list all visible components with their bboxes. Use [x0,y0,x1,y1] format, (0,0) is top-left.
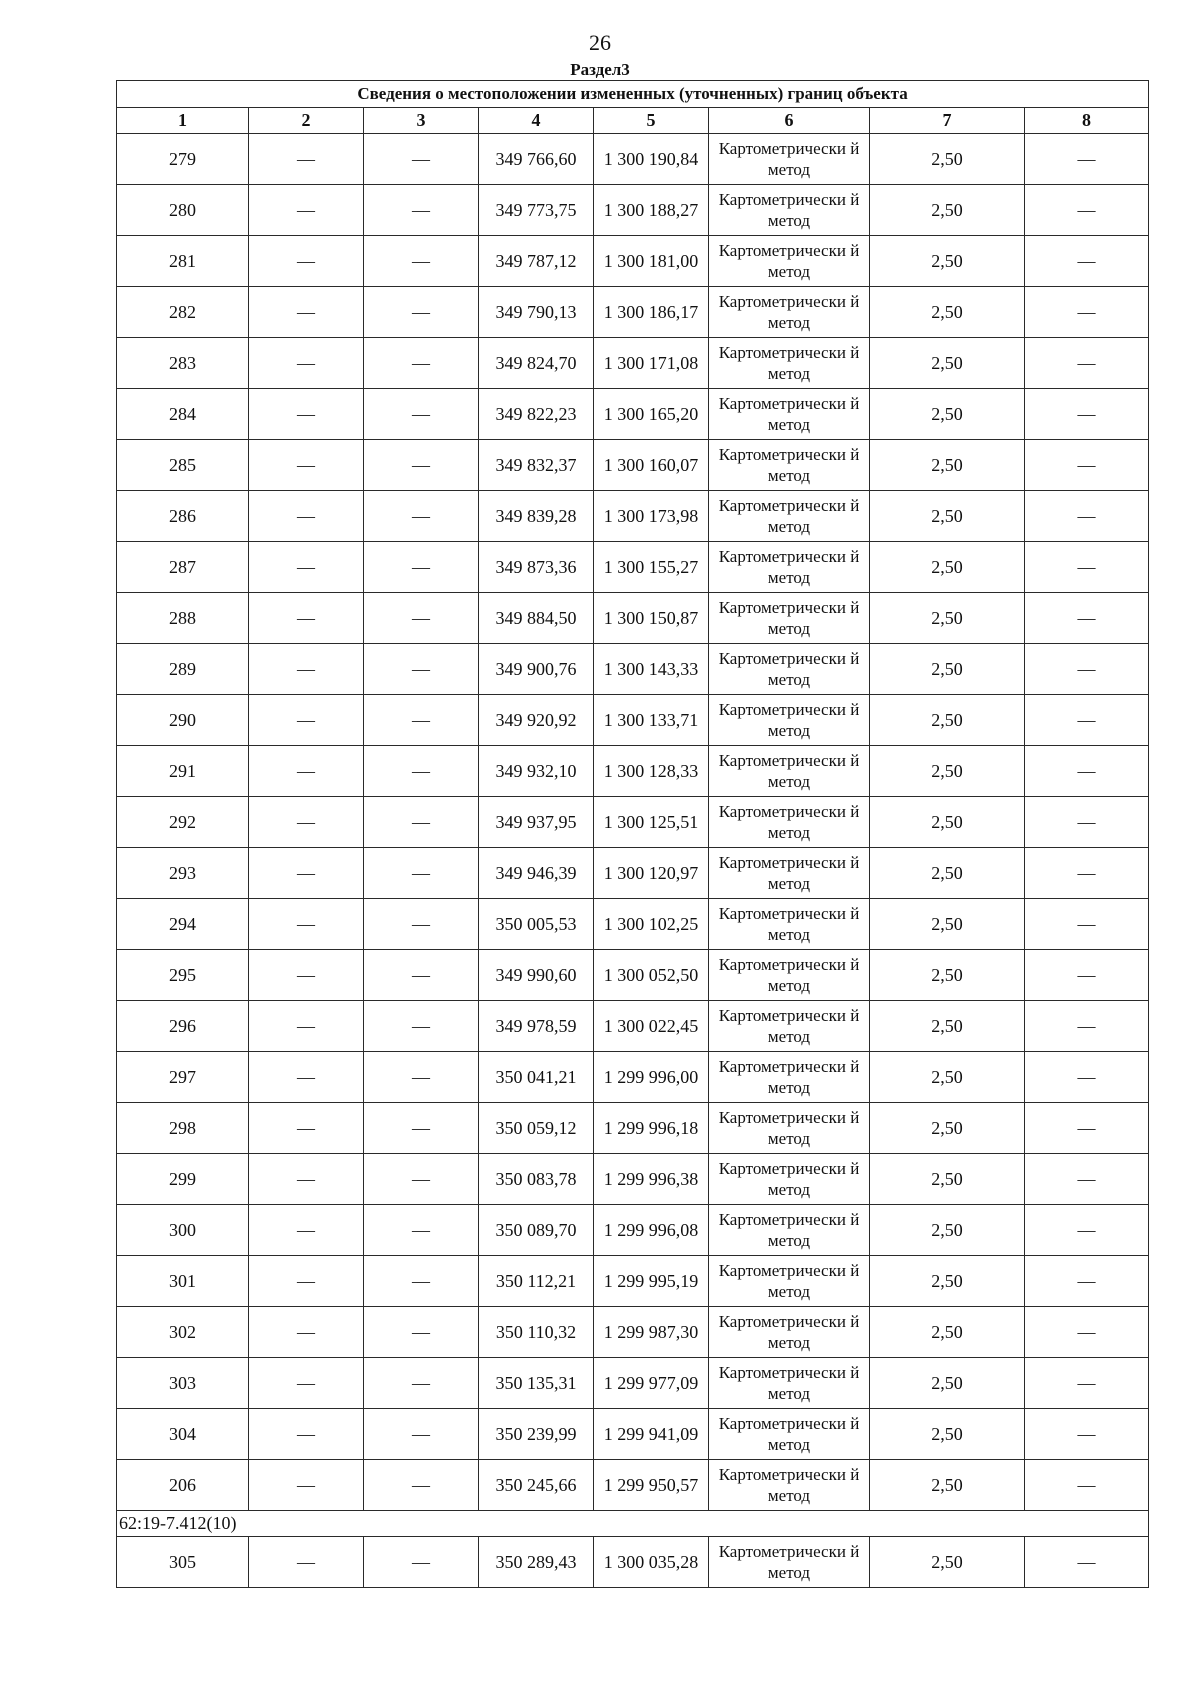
col2-cell: — [249,1205,364,1256]
point-number-cell: 286 [117,491,249,542]
x-coordinate-cell: 350 245,66 [479,1460,594,1511]
table-row [117,593,1149,644]
table-row [117,1103,1149,1154]
table-row [117,644,1149,695]
point-number-cell: 282 [117,287,249,338]
col3-cell: — [364,848,479,899]
accuracy-cell: 2,50 [870,134,1025,185]
x-coordinate-cell: 349 900,76 [479,644,594,695]
x-coordinate-cell: 350 289,43 [479,1537,594,1588]
table-row [117,1001,1149,1052]
method-cell: Картометрически й метод [709,644,870,695]
method-cell: Картометрически й метод [709,389,870,440]
col3-cell: — [364,236,479,287]
point-number-cell: 290 [117,695,249,746]
column-header: 4 [479,108,594,134]
col2-cell: — [249,1052,364,1103]
table-caption-row [117,81,1149,108]
x-coordinate-cell: 350 005,53 [479,899,594,950]
y-coordinate-cell: 1 300 171,08 [594,338,709,389]
accuracy-cell: 2,50 [870,950,1025,1001]
col8-cell: — [1025,389,1149,440]
point-number-cell: 296 [117,1001,249,1052]
x-coordinate-cell: 349 790,13 [479,287,594,338]
x-coordinate-cell: 349 932,10 [479,746,594,797]
col2-cell: — [249,338,364,389]
y-coordinate-cell: 1 300 102,25 [594,899,709,950]
point-number-cell: 300 [117,1205,249,1256]
accuracy-cell: 2,50 [870,236,1025,287]
accuracy-cell: 2,50 [870,1001,1025,1052]
method-cell: Картометрически й метод [709,695,870,746]
col8-cell: — [1025,491,1149,542]
x-coordinate-cell: 350 041,21 [479,1052,594,1103]
method-cell: Картометрически й метод [709,1537,870,1588]
point-number-cell: 302 [117,1307,249,1358]
point-number-cell: 293 [117,848,249,899]
point-number-cell: 284 [117,389,249,440]
col2-cell: — [249,1307,364,1358]
col3-cell: — [364,695,479,746]
y-coordinate-cell: 1 300 190,84 [594,134,709,185]
table-row [117,1537,1149,1588]
accuracy-cell: 2,50 [870,389,1025,440]
col3-cell: — [364,389,479,440]
col3-cell: — [364,1103,479,1154]
col8-cell: — [1025,899,1149,950]
y-coordinate-cell: 1 300 150,87 [594,593,709,644]
col8-cell: — [1025,134,1149,185]
x-coordinate-cell: 350 112,21 [479,1256,594,1307]
col3-cell: — [364,542,479,593]
col8-cell: — [1025,950,1149,1001]
col2-cell: — [249,1460,364,1511]
x-coordinate-cell: 349 822,23 [479,389,594,440]
y-coordinate-cell: 1 299 950,57 [594,1460,709,1511]
point-number-cell: 303 [117,1358,249,1409]
method-cell: Картометрически й метод [709,185,870,236]
y-coordinate-cell: 1 300 155,27 [594,542,709,593]
col8-cell: — [1025,593,1149,644]
col8-cell: — [1025,1409,1149,1460]
point-number-cell: 291 [117,746,249,797]
col2-cell: — [249,389,364,440]
accuracy-cell: 2,50 [870,1460,1025,1511]
y-coordinate-cell: 1 300 181,00 [594,236,709,287]
y-coordinate-cell: 1 300 125,51 [594,797,709,848]
method-cell: Картометрически й метод [709,1460,870,1511]
accuracy-cell: 2,50 [870,1537,1025,1588]
point-number-cell: 301 [117,1256,249,1307]
x-coordinate-cell: 349 990,60 [479,950,594,1001]
col8-cell: — [1025,746,1149,797]
col3-cell: — [364,1154,479,1205]
table-row [117,338,1149,389]
table-row [117,1256,1149,1307]
x-coordinate-cell: 349 787,12 [479,236,594,287]
y-coordinate-cell: 1 299 996,18 [594,1103,709,1154]
column-header: 1 [117,108,249,134]
point-number-cell: 294 [117,899,249,950]
x-coordinate-cell: 350 083,78 [479,1154,594,1205]
col2-cell: — [249,542,364,593]
col3-cell: — [364,950,479,1001]
col2-cell: — [249,950,364,1001]
col2-cell: — [249,185,364,236]
col3-cell: — [364,1052,479,1103]
method-cell: Картометрически й метод [709,287,870,338]
point-number-cell: 281 [117,236,249,287]
method-cell: Картометрически й метод [709,1001,870,1052]
x-coordinate-cell: 349 920,92 [479,695,594,746]
method-cell: Картометрически й метод [709,491,870,542]
x-coordinate-cell: 349 946,39 [479,848,594,899]
method-cell: Картометрически й метод [709,1409,870,1460]
col8-cell: — [1025,1537,1149,1588]
col2-cell: — [249,899,364,950]
x-coordinate-cell: 349 832,37 [479,440,594,491]
col8-cell: — [1025,287,1149,338]
point-number-cell: 280 [117,185,249,236]
table-row [117,1460,1149,1511]
table-row [117,491,1149,542]
accuracy-cell: 2,50 [870,593,1025,644]
method-cell: Картометрически й метод [709,1307,870,1358]
method-cell: Картометрически й метод [709,1358,870,1409]
accuracy-cell: 2,50 [870,1256,1025,1307]
col8-cell: — [1025,1307,1149,1358]
column-header: 3 [364,108,479,134]
col2-cell: — [249,491,364,542]
table-caption: Сведения о местоположении измененных (уточненных) границ объекта [117,81,1149,108]
accuracy-cell: 2,50 [870,746,1025,797]
col2-cell: — [249,1409,364,1460]
col3-cell: — [364,338,479,389]
table-row [117,287,1149,338]
x-coordinate-cell: 349 766,60 [479,134,594,185]
y-coordinate-cell: 1 300 133,71 [594,695,709,746]
column-header: 6 [709,108,870,134]
table-row [117,134,1149,185]
col8-cell: — [1025,1103,1149,1154]
col3-cell: — [364,1307,479,1358]
y-coordinate-cell: 1 300 160,07 [594,440,709,491]
col2-cell: — [249,134,364,185]
accuracy-cell: 2,50 [870,1052,1025,1103]
column-header: 7 [870,108,1025,134]
table-row [117,797,1149,848]
col8-cell: — [1025,1001,1149,1052]
accuracy-cell: 2,50 [870,1307,1025,1358]
column-header: 5 [594,108,709,134]
x-coordinate-cell: 350 135,31 [479,1358,594,1409]
table-row [117,1307,1149,1358]
table-row [117,695,1149,746]
y-coordinate-cell: 1 300 128,33 [594,746,709,797]
method-cell: Картометрически й метод [709,236,870,287]
y-coordinate-cell: 1 299 987,30 [594,1307,709,1358]
col3-cell: — [364,1205,479,1256]
accuracy-cell: 2,50 [870,848,1025,899]
col3-cell: — [364,593,479,644]
col8-cell: — [1025,1256,1149,1307]
accuracy-cell: 2,50 [870,1409,1025,1460]
table-row [117,440,1149,491]
accuracy-cell: 2,50 [870,287,1025,338]
table-row [117,899,1149,950]
col8-cell: — [1025,1052,1149,1103]
col3-cell: — [364,287,479,338]
point-number-cell: 305 [117,1537,249,1588]
column-header: 2 [249,108,364,134]
table-row [117,185,1149,236]
method-cell: Картометрически й метод [709,593,870,644]
x-coordinate-cell: 349 839,28 [479,491,594,542]
col8-cell: — [1025,185,1149,236]
col8-cell: — [1025,848,1149,899]
x-coordinate-cell: 350 239,99 [479,1409,594,1460]
y-coordinate-cell: 1 299 977,09 [594,1358,709,1409]
y-coordinate-cell: 1 300 143,33 [594,644,709,695]
col3-cell: — [364,1001,479,1052]
x-coordinate-cell: 349 937,95 [479,797,594,848]
col2-cell: — [249,287,364,338]
col8-cell: — [1025,1205,1149,1256]
col2-cell: — [249,1001,364,1052]
table-row [117,1154,1149,1205]
col3-cell: — [364,1460,479,1511]
accuracy-cell: 2,50 [870,542,1025,593]
col2-cell: — [249,1358,364,1409]
col3-cell: — [364,491,479,542]
method-cell: Картометрически й метод [709,746,870,797]
method-cell: Картометрически й метод [709,338,870,389]
page-number: 26 [589,30,611,55]
col8-cell: — [1025,338,1149,389]
point-number-cell: 297 [117,1052,249,1103]
table-row [117,1409,1149,1460]
method-cell: Картометрически й метод [709,950,870,1001]
col3-cell: — [364,899,479,950]
y-coordinate-cell: 1 300 022,45 [594,1001,709,1052]
table-row [117,848,1149,899]
x-coordinate-cell: 349 884,50 [479,593,594,644]
col8-cell: — [1025,695,1149,746]
col3-cell: — [364,746,479,797]
x-coordinate-cell: 350 089,70 [479,1205,594,1256]
section-title: Раздел3 [570,60,630,79]
point-number-cell: 279 [117,134,249,185]
y-coordinate-cell: 1 300 186,17 [594,287,709,338]
point-number-cell: 206 [117,1460,249,1511]
y-coordinate-cell: 1 300 035,28 [594,1537,709,1588]
col8-cell: — [1025,1358,1149,1409]
col2-cell: — [249,1537,364,1588]
x-coordinate-cell: 349 773,75 [479,185,594,236]
accuracy-cell: 2,50 [870,899,1025,950]
point-number-cell: 288 [117,593,249,644]
table-row [117,746,1149,797]
col3-cell: — [364,1409,479,1460]
point-number-cell: 285 [117,440,249,491]
method-cell: Картометрически й метод [709,1103,870,1154]
method-cell: Картометрически й метод [709,899,870,950]
y-coordinate-cell: 1 300 188,27 [594,185,709,236]
x-coordinate-cell: 349 824,70 [479,338,594,389]
col2-cell: — [249,746,364,797]
col2-cell: — [249,695,364,746]
point-number-cell: 304 [117,1409,249,1460]
table-row [117,542,1149,593]
col3-cell: — [364,644,479,695]
col2-cell: — [249,644,364,695]
accuracy-cell: 2,50 [870,1358,1025,1409]
x-coordinate-cell: 350 059,12 [479,1103,594,1154]
y-coordinate-cell: 1 300 173,98 [594,491,709,542]
table-row [117,950,1149,1001]
y-coordinate-cell: 1 299 995,19 [594,1256,709,1307]
y-coordinate-cell: 1 299 941,09 [594,1409,709,1460]
col3-cell: — [364,1537,479,1588]
col8-cell: — [1025,644,1149,695]
y-coordinate-cell: 1 299 996,38 [594,1154,709,1205]
col3-cell: — [364,797,479,848]
method-cell: Картометрически й метод [709,134,870,185]
accuracy-cell: 2,50 [870,185,1025,236]
method-cell: Картометрически й метод [709,1154,870,1205]
accuracy-cell: 2,50 [870,644,1025,695]
table-row [117,236,1149,287]
col8-cell: — [1025,440,1149,491]
method-cell: Картометрически й метод [709,1052,870,1103]
col8-cell: — [1025,236,1149,287]
x-coordinate-cell: 350 110,32 [479,1307,594,1358]
point-number-cell: 287 [117,542,249,593]
col3-cell: — [364,185,479,236]
col3-cell: — [364,440,479,491]
method-cell: Картометрически й метод [709,440,870,491]
col3-cell: — [364,1358,479,1409]
table-row [117,389,1149,440]
col8-cell: — [1025,797,1149,848]
accuracy-cell: 2,50 [870,491,1025,542]
table-row [117,1052,1149,1103]
method-cell: Картометрически й метод [709,797,870,848]
group-row [117,1511,1149,1537]
y-coordinate-cell: 1 300 052,50 [594,950,709,1001]
point-number-cell: 295 [117,950,249,1001]
cadastral-group-label: 62:19-7.412(10) [117,1511,1149,1537]
col2-cell: — [249,236,364,287]
x-coordinate-cell: 349 873,36 [479,542,594,593]
col2-cell: — [249,848,364,899]
accuracy-cell: 2,50 [870,695,1025,746]
point-number-cell: 283 [117,338,249,389]
col8-cell: — [1025,1154,1149,1205]
col2-cell: — [249,1154,364,1205]
table-row [117,1205,1149,1256]
col3-cell: — [364,134,479,185]
col2-cell: — [249,593,364,644]
method-cell: Картометрически й метод [709,1256,870,1307]
accuracy-cell: 2,50 [870,1205,1025,1256]
table-row [117,1358,1149,1409]
accuracy-cell: 2,50 [870,797,1025,848]
col2-cell: — [249,440,364,491]
y-coordinate-cell: 1 299 996,08 [594,1205,709,1256]
column-header: 8 [1025,108,1149,134]
col2-cell: — [249,1103,364,1154]
col2-cell: — [249,797,364,848]
y-coordinate-cell: 1 300 165,20 [594,389,709,440]
point-number-cell: 298 [117,1103,249,1154]
accuracy-cell: 2,50 [870,1103,1025,1154]
y-coordinate-cell: 1 300 120,97 [594,848,709,899]
point-number-cell: 292 [117,797,249,848]
accuracy-cell: 2,50 [870,338,1025,389]
point-number-cell: 289 [117,644,249,695]
column-header-row [117,108,1149,134]
col8-cell: — [1025,542,1149,593]
method-cell: Картометрически й метод [709,1205,870,1256]
col2-cell: — [249,1256,364,1307]
y-coordinate-cell: 1 299 996,00 [594,1052,709,1103]
method-cell: Картометрически й метод [709,848,870,899]
accuracy-cell: 2,50 [870,1154,1025,1205]
x-coordinate-cell: 349 978,59 [479,1001,594,1052]
coordinates-table [116,80,1149,1588]
col3-cell: — [364,1256,479,1307]
col8-cell: — [1025,1460,1149,1511]
point-number-cell: 299 [117,1154,249,1205]
method-cell: Картометрически й метод [709,542,870,593]
accuracy-cell: 2,50 [870,440,1025,491]
